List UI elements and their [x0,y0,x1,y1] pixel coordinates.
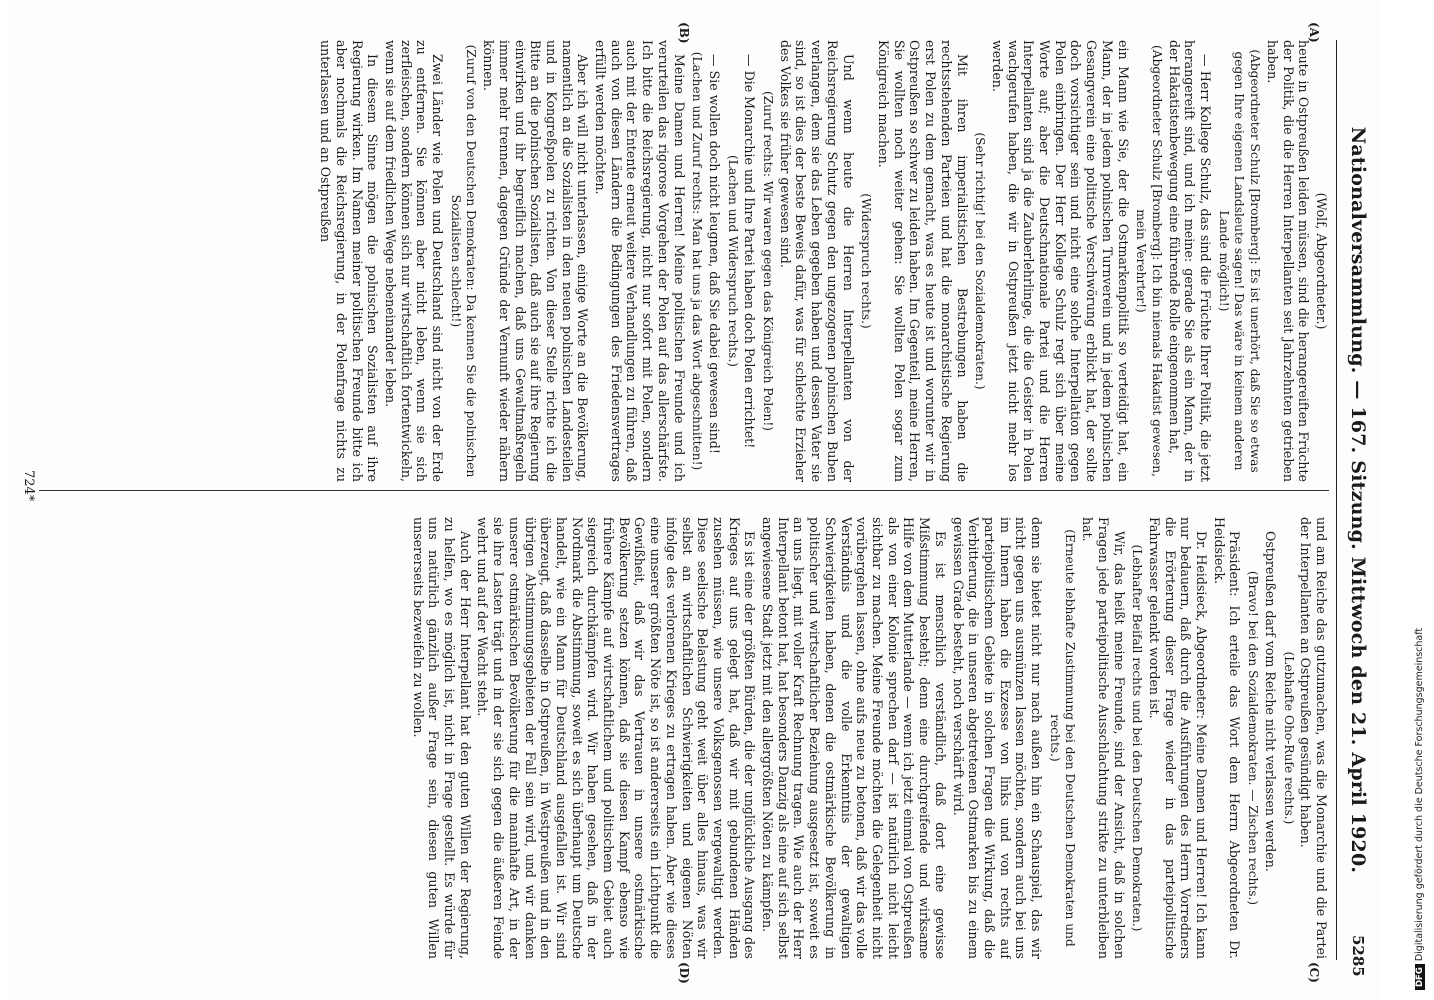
margin-mark-c: (C) [1307,962,1321,983]
left-column [39,40,1329,482]
paragraph: Auch der Herr Interpellant hat den guten Willen der Regierung, zu helfen, wo es möglich ist, nicht in Frage gestellt. Es würde für uns natürlich gänzlich außer Frage sein, diesen guten Willen unsererseits bezweifeln zu wollen. [410,517,473,959]
paragraph: Und wenn heute die Herren Interpellanten von der Reichsregierung Schutz gegen den ungezogenen polnischen Buben verlangen, dem sie das Leben gegeben haben und dessen Vater sie sind, so ist dies der beste Beweis dafür, was für schlechte Erzieher des Volkes sie früher gewesen sind. [777,40,856,482]
margin-mark-a: (A) [1307,22,1321,43]
interjection: (Lachen und Zuruf rechts: Man hat uns ja das Wort abgeschnitten!) [690,51,705,471]
header-rule [1336,40,1337,960]
interjection: (Erneute lebhafte Zustimmung bei den Deutschen Demokraten und rechts.) [1047,529,1078,947]
paragraph: In diesem Sinne mögen die polnischen Sozialisten auf ihre Regierung wirken. Im Namen meiner politischen Freunde bitte ich aber nochmals die Reichsregierung, in der Polenfrage nichts zu unterlassen und an Ostpreußen [318,40,381,482]
paragraph: denn sie bietet nicht nur nach außen hin ein Schauspiel, das wir nicht gegen uns ausmünzen lassen möchten, sondern auch bei uns im Innern haben die Exzesse von links und von rechts auf parteipolitischem Gebiete in solchen Fragen die Wirkung, daß die Verbitterung, die in unseren abgetretenen Ostmarken bis zu einem gewissen Grade besteht, noch verschärft wird. [950,517,1045,959]
interjection: (Lachen und Widerspruch rechts.) [725,155,740,367]
paragraph: — Die Monarchie und Ihre Partei haben doch Polen errichtet! [742,54,758,449]
paragraph: Zwei Länder wie Polen und Deutschland sind nicht von der Erde zu entfernen. Sie können aber nicht leben, wenn sie sich zerfleischen, sondern können sich nur wirtschaftlich fortentwickeln, wenn sie auf dem friedlichen Wege nebeneinander leben. [382,40,446,482]
column-divider [39,490,1329,491]
dfg-logo-icon: DFG [1415,964,1425,990]
interjection: (Zuruf rechts: Wir waren gegen das Königreich Polen!) [761,90,776,432]
paragraph: Meine Damen und Herren! Meine politischen Freunde und ich verurteilen das rigorose Vorgehen der Polen auf das allerschärfste. Ich bitte die Reichsregierung, nicht nur sofort mit Polen, sondern auch mit der Entente erneut weitere Verhandlungen zu führen, daß auch von diesen Ländern die Bedingungen des Friedensvertrages erfüllt werden möchten. [593,40,687,482]
newspaper-sheet [6,0,1381,1000]
paragraph: Mit ihren imperialistischen Bestrebungen haben die rechtsstehenden Parteien und hat die monarchistische Regierung erst Polen zu dem gemacht, was es heute ist und worunter wir in Ostpreußen so schwer zu leiden haben. Im Gegenteil, meine Herren, Sie wollten noch weiter gehen: Sie wollten Polen sogar zum Königreich machen. [876,40,970,482]
paragraph: — Herr Kollege Schulz, das sind die Früchte Ihrer Politik, die jetzt herangereift sind, und ich meine: gerade Sie als ein Mann, der in der Hakatistenbewegung eine führende Rolle eingenommen hat, [1166,40,1214,482]
interjection: (Abgeordneter Schulz [Bromberg]: Ich bin niemals Hakatist gewesen, mein Verehrter!) [1134,45,1164,477]
president-statement: Präsident: Ich erteile das Wort dem Herrn Abgeordneten Dr. Heidsieck. [1211,517,1243,959]
interjection: (Sehr richtig! bei den Sozialdemokraten.) [973,132,988,390]
page-header [1333,40,1373,960]
paragraph: und am Reiche das gutzumachen, was die Monarchie und die Partei der Interpellanten an Ostpreußen gesündigt haben. [1298,517,1329,959]
digitization-credit [1414,628,1425,990]
margin-mark-d: (D) [677,962,691,984]
interjection: (Bravo! bei den Sozialdemokraten. — Zischen rechts.) [1246,570,1261,906]
credit-text: Digitalisierung gefördert durch die Deutsche Forschungsgemeinschaft [1414,627,1425,962]
interjection: (Lebhafte Oho-Rufe rechts.) [1281,651,1296,825]
page-signature: 724* [21,470,36,502]
paragraph: Wir, das heißt meine Freunde, sind der Ansicht, daß in solchen Fragen jede parteipolitische Ausschlachtung strikte zu unterbleiben hat. [1080,517,1127,959]
right-column [39,517,1329,959]
paragraph: Es ist menschlich verständlich, daß dort eine gewisse Mißstimmung besteht; denn eine durchgreifende und wirksame Hilfe von dem Mutterlande — wenn ich jetzt einmal von Ostpreußen als von einer Kolonie sprechen darf — ist natürlich nicht leicht sichtbar zu machen. Meine Freunde möchten die Gelegenheit nicht vorübergehen lassen, ohne aufs neue zu betonen, daß wir das volle Verständnis und die volle Erkenntnis der gewaltigen Schwierigkeiten haben, denen die ostmärkische Bevölkerung in politischer und wirtschaftlicher Beziehung ausgesetzt ist, soweit es an uns liegt, mit voller Kraft Rechnung tragen. Wie auch der Herr Interpellant betont hat, hat besonders Danzig als eine auf sich selbst angewiesene Stadt jetzt mit den allergrößten Nöten zu kämpfen. [760,517,948,959]
margin-mark-b: (B) [677,22,691,44]
paragraph: ein Mann wie Sie, der die Ostmarkenpolitik so verteidigt hat, ein Mann, der in jedem polnischen Turnverein und in jedem polnischen Gesangverein eine politische Verschwörung erblickt hat, der sollte doch vorsichtiger sein und nicht eine solche Interpellation gegen Polen einbringen. Der Herr Kollege Schulz regt sich über meine Worte auf; aber die Deutschnationale Partei und die Herren Interpellanten sind ja die Zauberlehrlinge, die die Geister in Polen wachgerufen haben, die wir in Ostpreußen jetzt nicht mehr los werden. [989,40,1131,482]
interjection: (Lebhafter Beifall rechts und bei den Deutschen Demokraten.) [1130,544,1145,932]
paragraph: Ostpreußen darf vom Reiche nicht verlassen werden. [1262,531,1278,872]
speaker-heidsieck: Dr. Heidsieck, Abgeordneter: Meine Damen und Herren! Ich kann nur bedauern, daß durch die Ausführungen des Herrn Vorredners die Erörterung dieser Frage wieder in das parteipolitische Fahrwasser gelenkt worden ist. [1146,517,1210,959]
paragraph: — Sie wollen doch nicht leugnen, daß Sie dabei gewesen sind! [706,54,722,454]
interjection: (Abgeordneter Schulz [Bromberg]: Es ist unerhört, daß Sie so etwas gegen Ihre eigenen Landsleute sagen! Das wäre in keinem anderen Lande möglich!) [1216,49,1263,473]
interjection: (Widerspruch rechts.) [859,193,874,329]
speaker-label: (Wolf, Abgeordneter.) [1314,192,1329,330]
page-number: 5285 [1349,935,1367,977]
paragraph: Es ist eine der größten Bürden, die der unglückliche Ausgang des Krieges auf uns gelegt hat, daß wir mit gebundenen Händen zusehen müssen, wie unsere Volksgenossen vergewaltigt werden. Diese seelische Belastung geht weit über alles hinaus, was wir selbst an wirtschaftlichen Schwierigkeiten und eigenen Nöten infolge des verlorenen Krieges zu ertragen haben. Aber wie dieses eine unserer größten Nöte ist, so ist andererseits ein Lichtpunkt die Gewißheit, daß wir das Vertrauen in unsere ostmärkische Bevölkerung setzen können, daß sie diesen Kampf ebenso wie frühere Kämpfe auf wirtschaftlichem und politischem Gebiet auch siegreich durchkämpfen wird. Wir haben gesehen, daß in der Nordmark die Abstimmung, soweit es sich überhaupt um Deutsche handelt, wie ein Mann für Deutschland ausgefallen ist. Wir sind überzeugt, daß dasselbe in Ostpreußen, in Westpreußen und in den übrigen Abstimmungsgebieten der Fall sein wird, und wir danken unserer ostmärkischen Bevölkerung für die mannhafte Art, in der sie ihre Lasten trägt und in der sie sich gegen die äußeren Feinde wehrt und auf der Wacht steht. [475,517,758,959]
paragraph: heute in Ostpreußen leiden müssen, sind die herangereiften Früchte der Politik, die die Herren Interpellanten seit Jahrzehnten getrieben haben. [1264,40,1312,482]
paragraph: Aber ich will nicht unterlassen, einige Worte an die Bevölkerung, namentlich an die Sozialisten in den neuen polnischen Landesteilen und in Kongreßpolen zu richten. Von dieser Stelle richte ich die Bitte an die polnischen Sozialisten, daß auch sie auf ihre Regierung einwirken und ihr begreiflich machen, daß uns Gewaltmaßregeln immer mehr trennen, dagegen Gründe der Vernunft wieder nähern können. [481,40,591,482]
page-title: Nationalversammlung. — 167. Sitzung. Mittwoch den 21. April 1920. [1347,126,1369,874]
interjection: (Zuruf von den Deutschen Demokraten: Da kennen Sie die polnischen Sozialisten schlecht!) [448,44,479,478]
